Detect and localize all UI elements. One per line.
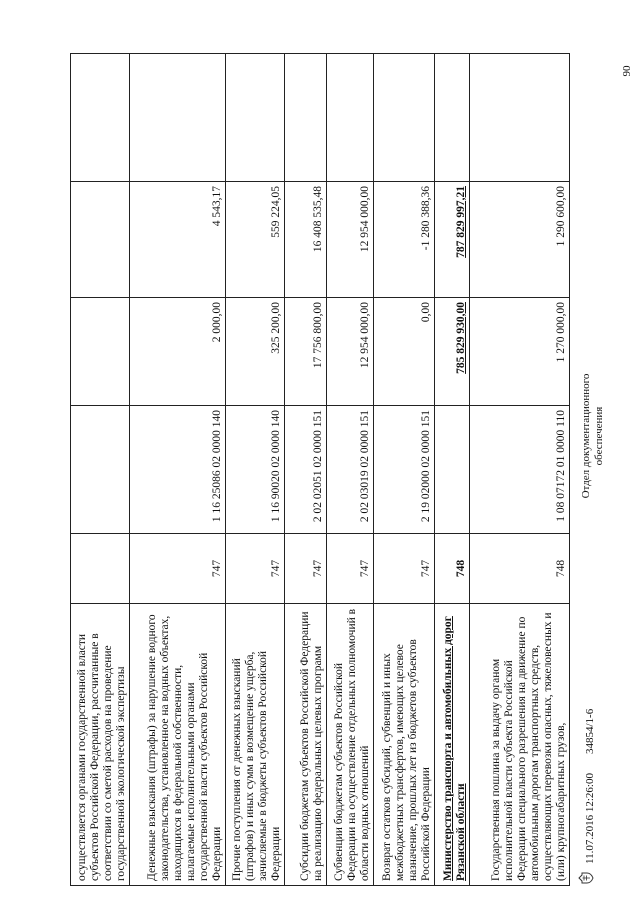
- table-row: [71, 54, 130, 886]
- row-plan-cell: 17 756 800,00: [284, 298, 327, 406]
- row-admin-code-cell: 747: [374, 534, 435, 604]
- rotated-content: [70, 54, 605, 886]
- row-budget-code-cell: 1 16 90020 02 0000 140: [225, 406, 284, 534]
- row-empty-cell: [129, 54, 225, 182]
- row-empty-cell: [469, 54, 570, 182]
- row-admin-code-cell: 748: [435, 534, 469, 604]
- page-number: 90: [621, 65, 633, 77]
- row-name-cell: Министерство транспорта и автомобильных дорог Рязанской области: [435, 604, 469, 886]
- department-line-1: Отдел документационного: [580, 373, 592, 499]
- row-budget-code-cell: [435, 406, 469, 534]
- row-admin-code-cell: [71, 534, 130, 604]
- row-admin-code-cell: 747: [327, 534, 374, 604]
- row-empty-cell: [374, 54, 435, 182]
- row-budget-code-cell: 2 02 02051 02 0000 151: [284, 406, 327, 534]
- row-plan-cell: 325 200,00: [225, 298, 284, 406]
- row-plan-cell: 785 829 930,00: [435, 298, 469, 406]
- row-budget-code-cell: 2 02 03019 02 0000 151: [327, 406, 374, 534]
- table-row: [225, 54, 284, 886]
- row-empty-cell: [435, 54, 469, 182]
- row-empty-cell: [284, 54, 327, 182]
- row-budget-code-cell: [71, 406, 130, 534]
- row-execution-cell: -1 280 388,36: [374, 182, 435, 298]
- row-name-cell: Субвенции бюджетам субъектов Российской Федерации на осуществление отдельных полномочий в области водных отношений: [327, 604, 374, 886]
- row-admin-code-cell: 747: [284, 534, 327, 604]
- row-budget-code-cell: 1 08 07172 01 0000 110: [469, 406, 570, 534]
- row-empty-cell: [327, 54, 374, 182]
- row-budget-code-cell: 1 16 25086 02 0000 140: [129, 406, 225, 534]
- row-admin-code-cell: 747: [225, 534, 284, 604]
- row-name-cell: Государственная пошлина за выдачу органом исполнительной власти субъекта Российской Федерации специального разрешения на движение по автомобильным дорогам транспортных средств, осуществляющих перевозки опасных, тяжеловесных и (или) крупногабаритных грузов,: [469, 604, 570, 886]
- coat-of-arms-icon: [578, 870, 594, 886]
- row-name-cell: Субсидии бюджетам субъектов Российской Федерации на реализацию федеральных целевых программ: [284, 604, 327, 886]
- revenue-table: [70, 53, 570, 886]
- row-execution-cell: 16 408 535,48: [284, 182, 327, 298]
- table-row: [129, 54, 225, 886]
- row-admin-code-cell: 748: [469, 534, 570, 604]
- row-name-cell: Прочие поступления от денежных взысканий (штрафов) и иных сумм в возмещение ущерба, зачисляемые в бюджеты субъектов Российской Федерации: [225, 604, 284, 886]
- row-plan-cell: [71, 298, 130, 406]
- row-name-cell: Денежные взыскания (штрафы) за нарушение водного законодательства, установленное на водных объектах, находящихся в федеральной собственности, налагаемые исполнительными органами государственной власти субъектов Российской Федерации: [129, 604, 225, 886]
- table-row: [327, 54, 374, 886]
- row-execution-cell: [71, 182, 130, 298]
- table-row: [374, 54, 435, 886]
- row-empty-cell: [71, 54, 130, 182]
- row-execution-cell: 4 543,17: [129, 182, 225, 298]
- row-plan-cell: 1 270 000,00: [469, 298, 570, 406]
- table-row: [435, 54, 469, 886]
- page-footer: [580, 54, 620, 886]
- row-execution-cell: 12 954 000,00: [327, 182, 374, 298]
- row-admin-code-cell: 747: [129, 534, 225, 604]
- row-execution-cell: 559 224,05: [225, 182, 284, 298]
- department-line-2: обеспечения: [593, 406, 605, 466]
- table-row: [469, 54, 570, 886]
- row-budget-code-cell: 2 19 02000 02 0000 151: [374, 406, 435, 534]
- table-row: [284, 54, 327, 886]
- timestamp: 11.07.2016 12:26:00: [584, 773, 596, 864]
- row-plan-cell: 0,00: [374, 298, 435, 406]
- row-name-cell: осуществляется органами государственной власти субъектов Российской Федерации, рассчитанные в соответствии со сметой расходов на проведение государственной экологической экспертизы: [71, 604, 130, 886]
- row-plan-cell: 12 954 000,00: [327, 298, 374, 406]
- row-empty-cell: [225, 54, 284, 182]
- row-name-cell: Возврат остатков субсидий, субвенций и иных межбюджетных трансфертов, имеющих целевое назначение, прошлых лет из бюджетов субъектов Российской Федерации: [374, 604, 435, 886]
- row-execution-cell: 787 829 997,21: [435, 182, 469, 298]
- row-plan-cell: 2 000,00: [129, 298, 225, 406]
- department-stamp: [580, 366, 606, 506]
- row-execution-cell: 1 290 600,00: [469, 182, 570, 298]
- document-number: 34854/1-6: [584, 708, 596, 754]
